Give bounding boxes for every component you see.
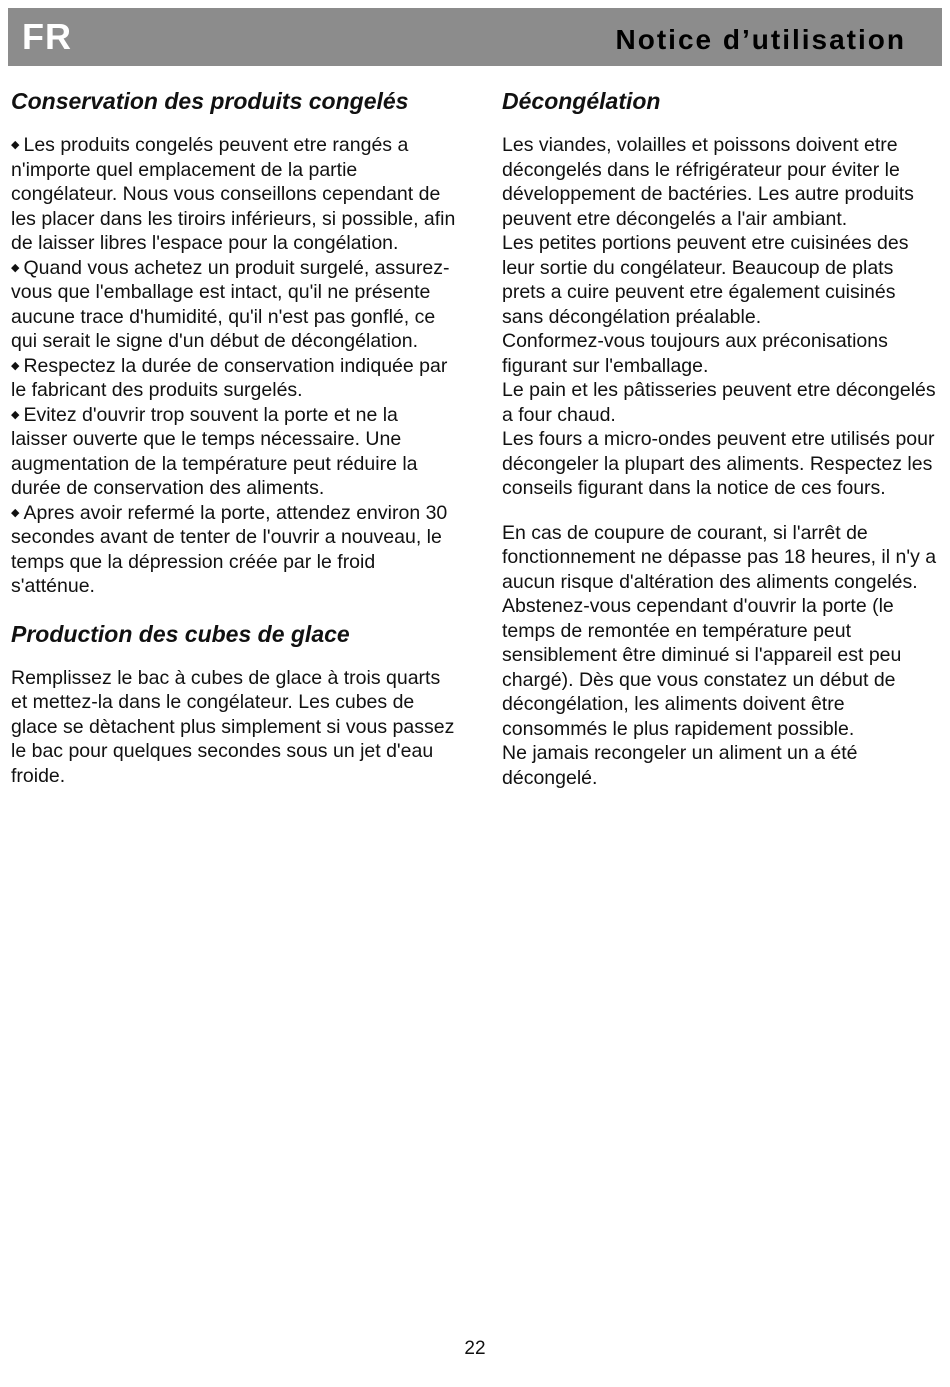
bullet-text: Les produits congelés peuvent etre rangés a n'importe quel emplacement de la partie congélateur. Nous vous conseillons cependant de les placer dans les tiroirs inférieurs, si possible, afin de laisser libres l'espace pour la congélation.: [11, 134, 456, 254]
right-column: [502, 84, 942, 790]
diamond-bullet-icon: ◆: [11, 261, 20, 274]
diamond-bullet-icon: ◆: [11, 139, 20, 151]
bullet-item: [11, 501, 456, 599]
section-heading-ice-cubes: Production des cubes de glace: [11, 620, 350, 647]
bullet-item: [11, 256, 456, 354]
defrost-paragraph: Conformez-vous toujours aux préconisations figurant sur l'emballage.: [502, 330, 888, 377]
bullet-item: [11, 403, 456, 501]
diamond-bullet-icon: ◆: [11, 359, 20, 372]
bullet-item: [11, 354, 456, 403]
section-heading-frozen-storage: Conservation des produits congelés: [11, 88, 409, 114]
defrosting-text: [502, 133, 942, 790]
ice-cubes-paragraph: Remplissez le bac à cubes de glace à trois quarts et mettez-la dans le congélateur. Les cubes de glace se dètachent plus simplement si vous passez le bac pour quelques secondes sous un jet d'eau froide.: [11, 666, 455, 787]
diamond-bullet-icon: ◆: [11, 506, 20, 519]
power-cut-paragraph: En cas de coupure de courant, si l'arrêt de fonctionnement ne dépasse pas 18 heures, il n'y a aucun risque d'altération des aliments congelés. Abstenez-vous cependant d'ouvrir la porte (le temps de remontée en température peut sensiblement être diminué si l'appareil est peu chargé). Dès que vous constatez un début de décongélation, les aliments doivent être consommés le plus rapidement possible.: [502, 521, 937, 740]
frozen-storage-list: [11, 133, 456, 599]
bullet-text: Quand vous achetez un produit surgelé, assurez-vous que l'emballage est intact, qu'il ne présente aucune trace d'humidité, qu'il n'est pas gonflé, ce qui serait le signe d'un début de décongélation.: [11, 256, 450, 352]
page-number: 22: [464, 1338, 486, 1359]
document-title: Notice d’utilisation: [615, 24, 906, 55]
diamond-bullet-icon: ◆: [11, 408, 20, 421]
defrost-paragraph: Les fours a micro-ondes peuvent etre utilisés pour décongeler la plupart des aliments. Respectez les conseils figurant dans la notice de ces fours.: [502, 428, 935, 499]
section-heading-defrosting: Décongélation: [502, 88, 661, 114]
bullet-text: Respectez la durée de conservation indiquée par le fabricant des produits surgelés.: [11, 354, 448, 401]
language-code: FR: [22, 16, 72, 57]
bullet-text: Evitez d'ouvrir trop souvent la porte et ne la laisser ouverte que le temps nécessaire. Une augmentation de la température peut réduire la durée de conservation des aliments.: [11, 403, 418, 499]
refreeze-warning: Ne jamais recongeler un aliment un a été décongelé.: [502, 742, 858, 789]
bullet-text: Apres avoir refermé la porte, attendez environ 30 secondes avant de tenter de l'ouvrir a nouveau, le temps que la dépression créée par le froid s'atténue.: [11, 501, 448, 597]
defrost-paragraph: Les petites portions peuvent etre cuisinées des leur sortie du congélateur. Beaucoup de plats prets a cuire peuvent etre également cuisinés sans décongélation préalable.: [502, 232, 909, 328]
defrost-paragraph: Le pain et les pâtisseries peuvent etre décongelés a four chaud.: [502, 379, 936, 426]
defrost-paragraph: Les viandes, volailles et poissons doivent etre décongelés dans le réfrigérateur pour éviter le développement de bactéries. Les autre produits peuvent etre décongelés a l'air ambiant.: [502, 134, 914, 230]
left-column: [11, 84, 456, 788]
bullet-item: [11, 133, 456, 256]
header-band: [8, 8, 942, 66]
